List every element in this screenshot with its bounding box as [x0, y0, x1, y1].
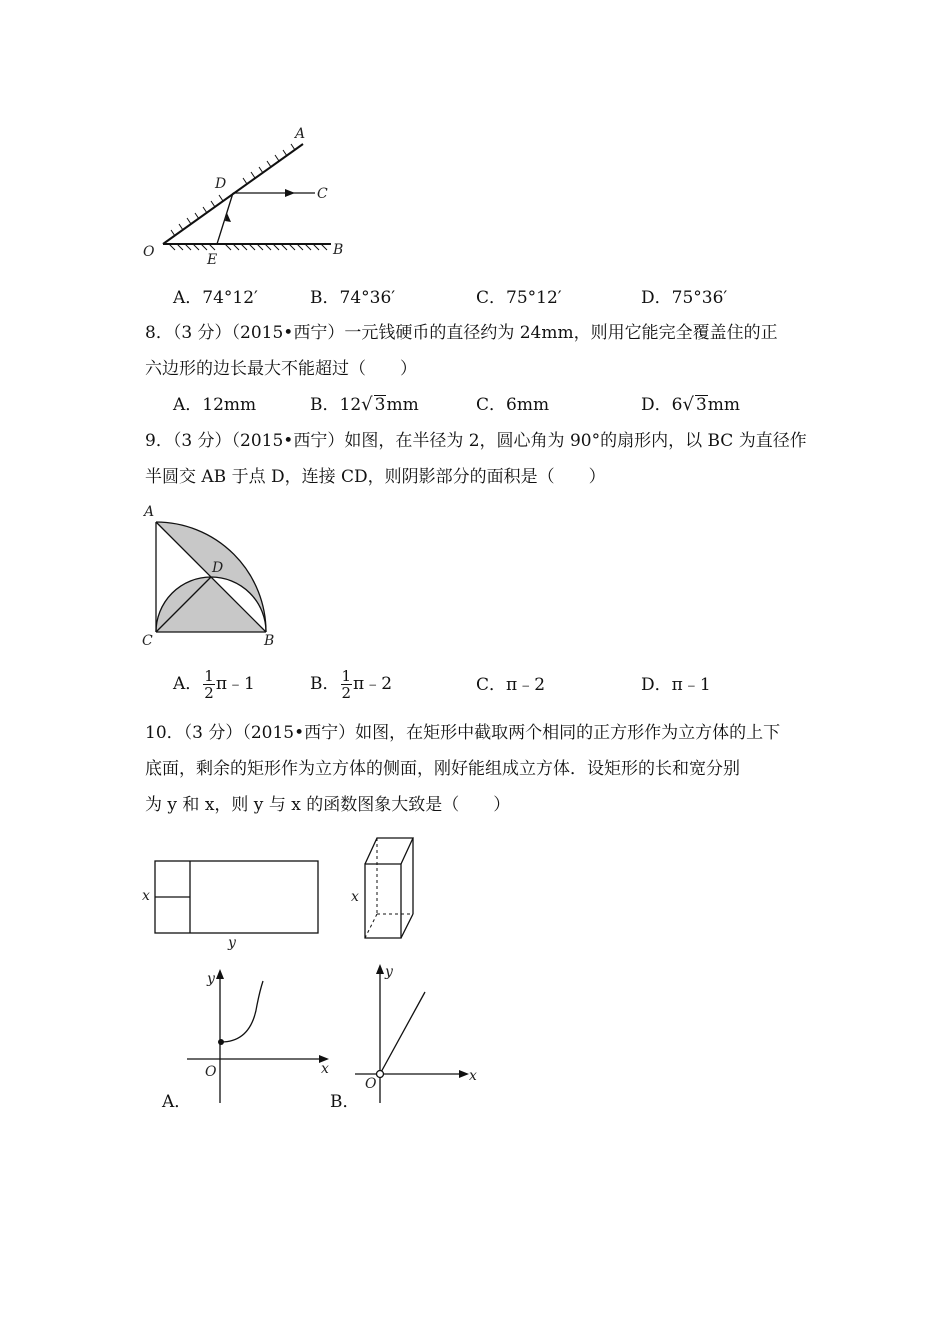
q10-graph-a [185, 965, 335, 1105]
q9-label-c: C [142, 633, 153, 649]
q10-graph-b [345, 960, 485, 1105]
q10-rect-label-x: x [142, 888, 150, 904]
q7-label-b: B [333, 242, 344, 258]
q7-option-b: B．74°36′ [310, 288, 396, 308]
q10-box-figure [345, 830, 425, 945]
q10-option-a: A． [162, 1092, 192, 1112]
q10-graph-b-label-x: x [469, 1068, 477, 1084]
q9-option-a: A． $\frac{1}{2}$ π﹣1 [173, 667, 255, 702]
q10-rectangle-figure [138, 850, 328, 955]
q8-stem-line1: 8．（3 分）（2015•西宁）一元钱硬币的直径约为 24mm，则用它能完全覆盖住的正 [145, 323, 778, 343]
q9-stem-line1: 9．（3 分）（2015•西宁）如图，在半径为 2，圆心角为 90°的扇形内，以 BC 为直径作 [145, 431, 807, 451]
q7-option-a: A．74°12′ [173, 288, 258, 308]
q7-label-o: O [143, 244, 155, 260]
q9-option-d: D．π﹣1 [641, 675, 711, 695]
q10-stem-line1: 10．（3 分）（2015•西宁）如图，在矩形中截取两个相同的正方形作为立方体的上下 [145, 723, 781, 743]
q7-label-d: D [215, 176, 227, 192]
q10-stem-line3: 为 y 和 x，则 y 与 x 的函数图象大致是（ ） [145, 795, 511, 815]
q9-label-d: D [212, 560, 224, 576]
q7-label-e: E [207, 252, 218, 268]
q10-graph-a-label-y: y [207, 971, 215, 987]
q9-label-b: B [264, 633, 275, 649]
q7-option-d: D．75°36′ [641, 288, 728, 308]
q8-option-c: C．6mm [476, 395, 550, 415]
q9-option-c: C．π﹣2 [476, 675, 546, 695]
q10-graph-a-label-o: O [205, 1064, 217, 1080]
q8-option-b: B．12√ 3mm [310, 394, 419, 415]
q7-label-c: C [317, 186, 328, 202]
q9-label-a: A [144, 504, 155, 520]
q8-option-a: A．12mm [173, 395, 257, 415]
q10-graph-a-label-x: x [321, 1061, 329, 1077]
q7-figure [135, 120, 355, 270]
q10-stem-line2: 底面，剩余的矩形作为立方体的侧面，刚好能组成立方体．设矩形的长和宽分别 [145, 759, 740, 779]
q7-label-a: A [295, 126, 306, 142]
q10-option-b: B． [330, 1092, 360, 1112]
q9-figure [138, 500, 288, 650]
q9-option-b: B． $\frac{1}{2}$ π﹣2 [310, 667, 393, 702]
q9-stem-line2: 半圆交 AB 于点 D，连接 CD，则阴影部分的面积是（ ） [145, 467, 606, 487]
q10-graph-b-label-o: O [365, 1076, 377, 1092]
q8-option-d: D．6√ 3mm [641, 394, 741, 415]
q10-box-label-x: x [351, 889, 359, 905]
q10-rect-label-y: y [228, 935, 236, 951]
q8-stem-line2: 六边形的边长最大不能超过（ ） [145, 359, 417, 379]
q7-option-c: C．75°12′ [476, 288, 562, 308]
q10-graph-b-label-y: y [385, 964, 393, 980]
